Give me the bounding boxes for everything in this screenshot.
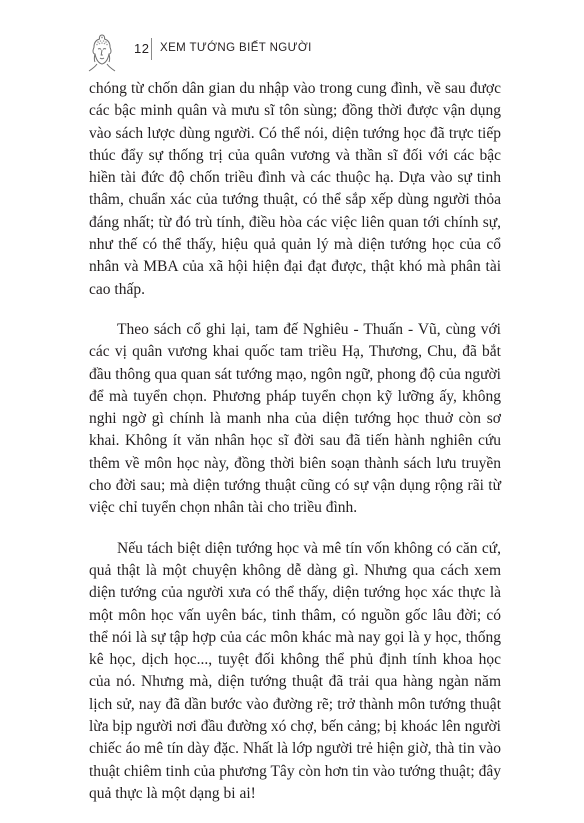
paragraph: Nếu tách biệt diện tướng học và mê tín vốn không có căn cứ, quả thật là một chuyện không dễ dàng gì. Nhưng qua cách xem diện tướng của người xưa có thể thấy, diện tướng học xác thực là một môn học vấn uyên bác, tinh thâm, có nguồn gốc lâu đời; có thể nói là sự tập hợp của các môn khác mà nay gọi là y học, thống kê học, dịch học..., tuyệt đối không thể phủ định tính khoa học của nó. Nhưng mà, diện tướng thuật đã trải qua hàng ngàn năm lịch sử, nay đã dần bước vào đường rẽ; trở thành môn tướng thuật lừa bịp người nơi đầu đường xó chợ, bến cảng; bị khoác lên người chiếc áo mê tín dày đặc. Nhất là lớp người trẻ hiện giờ, thà tin vào thuật chiêm tinh của phương Tây còn hơn tin vào tướng thuật; đây quả thực là một dạng bi ai! [89, 539, 501, 802]
paragraph: Theo sách cổ ghi lại, tam đế Nghiêu - Thuấn - Vũ, cùng với các vị quân vương khai quốc tam triều Hạ, Thương, Chu, đã bắt đầu thông qua quan sát tướng mạo, ngôn ngữ, phong độ của người để mà tuyển chọn. Phương pháp tuyển chọn kỹ lưỡng ấy, không nghi ngờ gì chính là manh nha của diện tướng học thuở còn sơ khai. Không ít văn nhân học sĩ đời sau đã tiến hành nghiên cứu thêm về môn học này, đồng thời biên soạn thành sách lưu truyền cho đời sau; mà diện tướng thuật cũng có sự vận dụng rộng rãi từ việc chỉ tuyển chọn nhân tài cho triều đình. [89, 320, 501, 517]
body-text [89, 78, 501, 823]
running-title: XEM TƯỚNG BIẾT NGƯỜI [160, 42, 312, 54]
buddha-head-icon [86, 33, 118, 73]
header-divider [151, 38, 152, 60]
page-number: 12 [134, 41, 150, 56]
paragraph: chóng từ chốn dân gian du nhập vào trong cung đình, về sau được các bậc minh quân và mưu sĩ tôn sùng; đồng thời được vận dụng vào sách lược dùng người. Có thể nói, diện tướng học đã trực tiếp thúc đẩy sự thống trị của quân vương và thần sĩ đối với các bậc hiền tài đức độ chốn triều đình và các thuộc hạ. Dựa vào sự tinh thâm, chuẩn xác của tướng thuật, có thể sắp xếp dùng người thỏa đáng nhất; từ đó trù tính, điều hòa các việc liên quan tới chính sự, như thế có thể thấy, hiệu quả quản lý mà diện tướng học của cổ nhân và MBA của xã hội hiện đại đạt được, thật khó mà phân tài cao thấp. [89, 80, 501, 298]
